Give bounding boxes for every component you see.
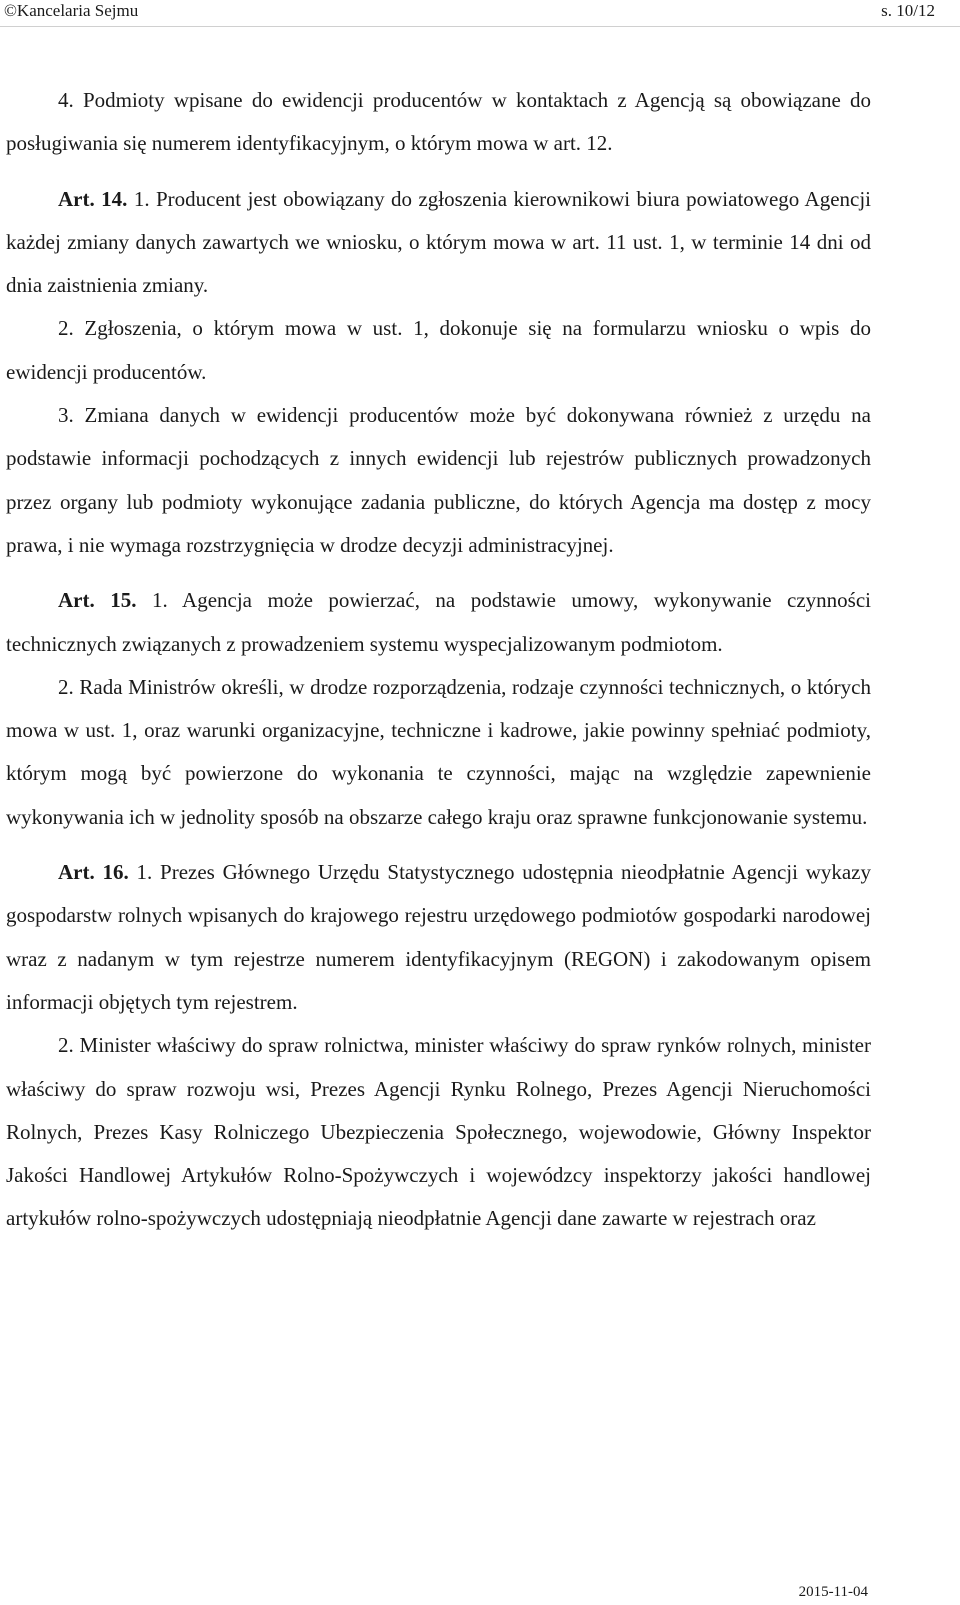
paragraph-text: 2. Zgłoszenia, o którym mowa w ust. 1, dokonuje się na formularzu wniosku o wpis do ewidencji producentów. [6, 316, 871, 384]
paragraph-text: 2. Rada Ministrów określi, w drodze rozporządzenia, rodzaje czynności technicznych, o których mowa w ust. 1, oraz warunki organizacyjne, techniczne i kadrowe, jakie powinny spełniać podmioty, którym mogą być powierzone do wykonania te czynności, mając na względzie zapewnienie wykonywania ich w jednolity sposób na obszarze całego kraju oraz sprawne funkcjonowanie systemu. [6, 674, 871, 829]
paragraph [6, 851, 871, 1024]
paragraph [6, 178, 871, 308]
document-date: 2015-11-04 [798, 1584, 868, 1600]
paragraph [6, 666, 871, 839]
paragraph-text: 1. Prezes Głównego Urzędu Statystycznego udostępnia nieodpłatnie Agencji wykazy gospodarstw rolnych wpisanych do krajowego rejestru urzędowego podmiotów gospodarki narodowej wraz z nadanym w tym rejestrze numerem identyfikacyjnym (REGON) i zakodowanym opisem informacji objętych tym rejestrem. [6, 860, 872, 1014]
paragraph [6, 394, 871, 567]
paragraph-text: 2. Minister właściwy do spraw rolnictwa, minister właściwy do spraw rynków rolnych, minister właściwy do spraw rozwoju wsi, Prezes Agencji Rynku Rolnego, Prezes Agencji Nieruchomości Rolnych, Prezes Kasy Rolniczego Ubezpieczenia Społecznego, wojewodowie, Główny Inspektor Jakości Handlowej Artykułów Rolno-Spożywczych i wojewódzcy inspektorzy jakości handlowej artykułów rolno-spożywczych udostępniają nieodpłatnie Agencji dane zawarte w rejestrach oraz [6, 1033, 871, 1231]
article-label: Art. 14. [58, 186, 128, 211]
paragraph-text: 1. Agencja może powierzać, na podstawie umowy, wykonywanie czynności technicznych związanych z prowadzeniem systemu wyspecjalizowanym podmiotom. [6, 588, 871, 656]
paragraph [6, 79, 871, 166]
page-header [0, 0, 960, 27]
article-label: Art. 16. [58, 860, 129, 885]
paragraph-text: 4. Podmioty wpisane do ewidencji producentów w kontaktach z Agencją są obowiązane do posługiwania się numerem identyfikacyjnym, o którym mowa w art. 12. [6, 88, 871, 156]
paragraph-text: 1. Producent jest obowiązany do zgłoszenia kierownikowi biura powiatowego Agencji każdej zmiany danych zawartych we wniosku, o którym mowa w art. 11 ust. 1, w terminie 14 dni od dnia zaistnienia zmiany. [6, 186, 872, 298]
paragraph [6, 579, 871, 666]
paragraph-text: 3. Zmiana danych w ewidencji producentów może być dokonywana również z urzędu na podstawie informacji pochodzących z innych ewidencji lub rejestrów publicznych prowadzonych przez organy lub podmioty wykonujące zadania publiczne, do których Agencja ma dostęp z mocy prawa, i nie wymaga rozstrzygnięcia w drodze decyzji administracyjnej. [6, 403, 871, 557]
document-body [6, 79, 871, 1241]
article-label: Art. 15. [58, 588, 137, 613]
paragraph [6, 1024, 871, 1240]
copyright-label: ©Kancelaria Sejmu [4, 1, 139, 20]
page-number: s. 10/12 [881, 1, 935, 20]
paragraph [6, 307, 871, 394]
